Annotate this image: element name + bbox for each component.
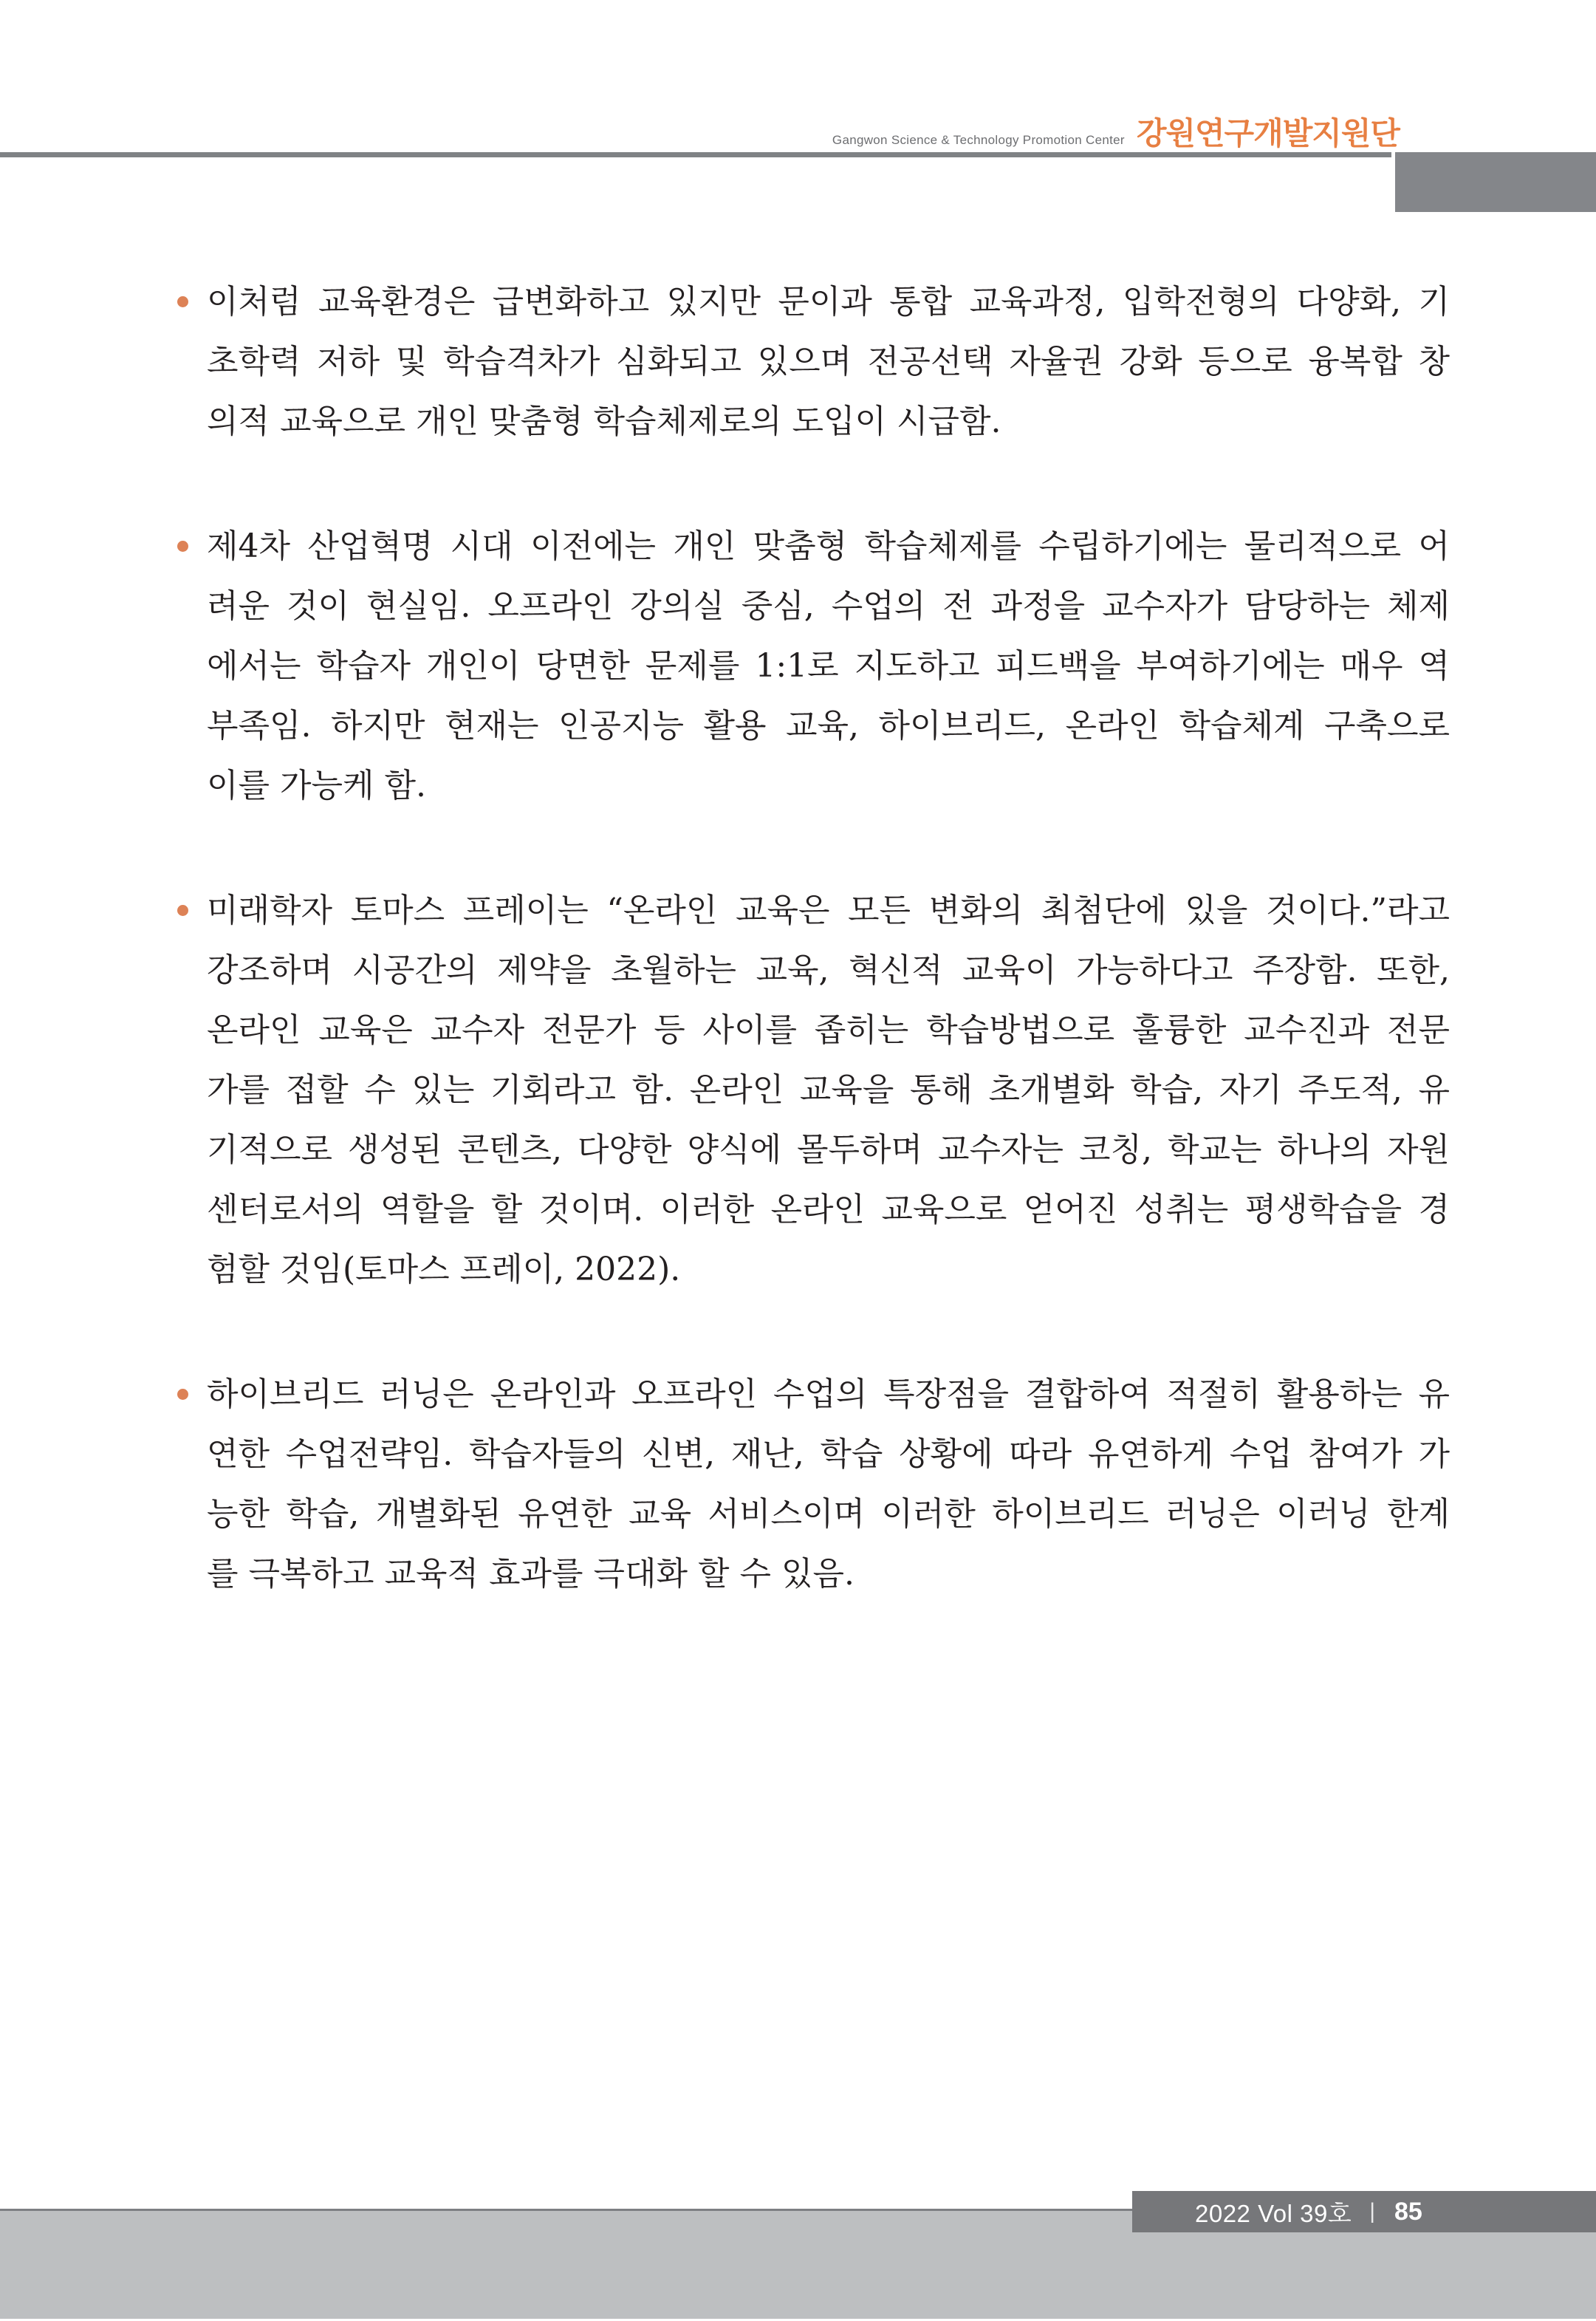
paragraph-line: 험할 것임(토마스 프레이, 2022). [207, 1251, 681, 1288]
paragraph-line: 의적 교육으로 개인 맞춤형 학습체제로의 도입이 시급함. [207, 403, 1001, 440]
header-org-title: 강원연구개발지원단 [1136, 116, 1400, 151]
paragraph-line: 를 극복하고 교육적 효과를 극대화 할 수 있음. [207, 1555, 854, 1593]
bullet-icon [177, 905, 188, 916]
paragraph-line: 에서는 학습자 개인이 당면한 문제를 1:1로 지도하고 피드백을 부여하기에는 매우 역 [207, 647, 1450, 685]
paragraph-line: 이처럼 교육환경은 급변화하고 있지만 문이과 통합 교육과정, 입학전형의 다양화, 기 [207, 283, 1450, 321]
paragraph-line: 온라인 교육은 교수자 전문가 등 사이를 좁히는 학습방법으로 훌륭한 교수진과 전문 [207, 1011, 1450, 1049]
header-english-label: Gangwon Science & Technology Promotion Center [832, 133, 1125, 147]
footer-page-box [1132, 2191, 1596, 2232]
bullet-icon [177, 541, 188, 552]
paragraph-line: 부족임. 하지만 현재는 인공지능 활용 교육, 하이브리드, 온라인 학습체계 구축으로 [207, 707, 1450, 745]
paragraph-line: 이를 가능케 함. [207, 767, 426, 804]
header [832, 109, 1400, 154]
header-corner-block [1395, 152, 1596, 212]
paragraph-line: 제4차 산업혁명 시대 이전에는 개인 맞춤형 학습체제를 수립하기에는 물리적으로 어 [207, 527, 1450, 565]
content-area [207, 272, 1450, 1669]
paragraph-line: 연한 수업전략임. 학습자들의 신변, 재난, 학습 상황에 따라 유연하게 수업 참여가 가 [207, 1435, 1450, 1473]
footer-volume-label: 2022 Vol 39호 [1195, 2199, 1352, 2227]
bullet-paragraph [207, 272, 1450, 451]
paragraph-line: 미래학자 토마스 프레이는 “온라인 교육은 모든 변화의 최첨단에 있을 것이다.”라고 [207, 892, 1450, 929]
bullet-paragraph [207, 881, 1450, 1299]
paragraph-line: 강조하며 시공간의 제약을 초월하는 교육, 혁신적 교육이 가능하다고 주장함. 또한, [207, 951, 1450, 989]
bullet-icon [177, 1389, 188, 1400]
paragraph-line: 초학력 저하 및 학습격차가 심화되고 있으며 전공선택 자율권 강화 등으로 융복합 창 [207, 343, 1450, 380]
header-rule [0, 152, 1391, 157]
bullet-paragraph [207, 516, 1450, 816]
footer-divider-icon: | [1369, 2199, 1376, 2223]
footer-page-number: 85 [1394, 2197, 1422, 2226]
paragraph-line: 가를 접할 수 있는 기회라고 함. 온라인 교육을 통해 초개별화 학습, 자기 주도적, 유 [207, 1071, 1450, 1109]
paragraph-line: 려운 것이 현실임. 오프라인 강의실 중심, 수업의 전 과정을 교수자가 담당하는 체제 [207, 587, 1450, 625]
bullet-icon [177, 296, 188, 307]
paragraph-line: 센터로서의 역할을 할 것이며. 이러한 온라인 교육으로 얻어진 성취는 평생학습을 경 [207, 1191, 1450, 1228]
paragraph-line: 능한 학습, 개별화된 유연한 교육 서비스이며 이러한 하이브리드 러닝은 이러닝 한계 [207, 1495, 1450, 1533]
paragraph-line: 하이브리드 러닝은 온라인과 오프라인 수업의 특장점을 결합하여 적절히 활용하는 유 [207, 1375, 1450, 1413]
bullet-paragraph [207, 1364, 1450, 1604]
paragraph-line: 기적으로 생성된 콘텐츠, 다양한 양식에 몰두하며 교수자는 코칭, 학교는 하나의 자원 [207, 1131, 1450, 1169]
